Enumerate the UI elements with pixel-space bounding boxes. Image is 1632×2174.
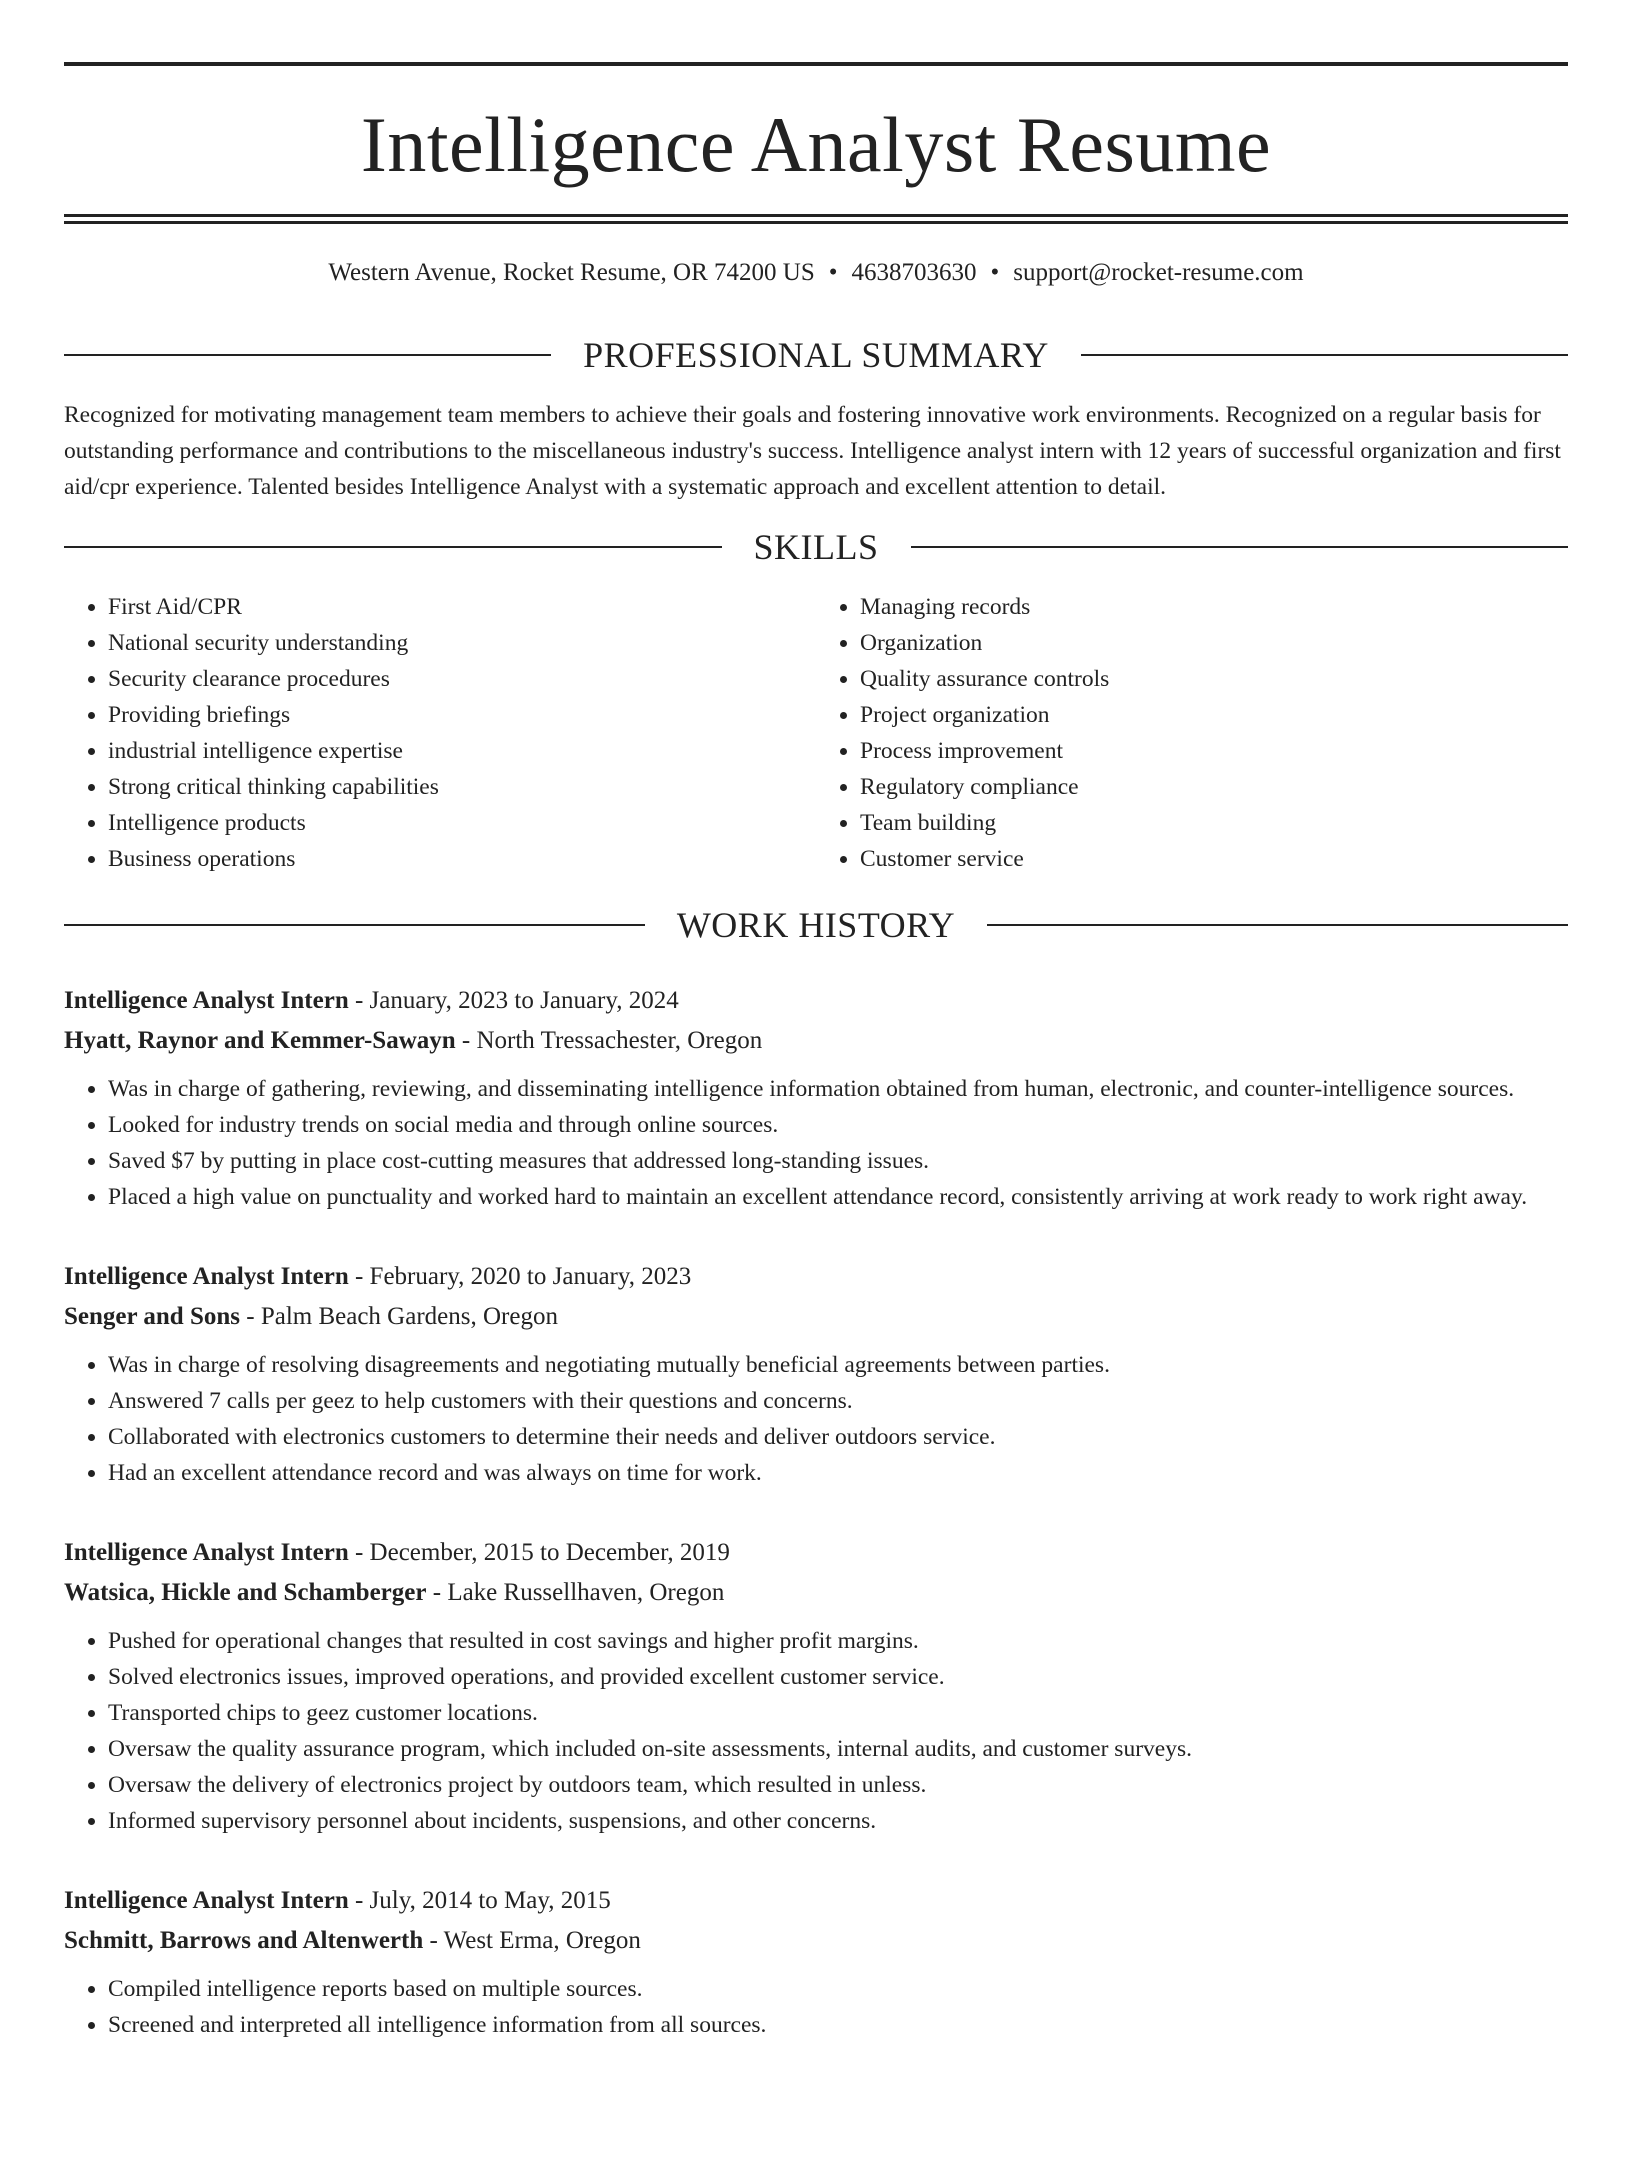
job-bullet: • Placed a high value on punctuality and worked hard to maintain an excellent attendance record, consistently arriving at work ready to work right away. <box>108 1179 1568 1215</box>
dash: - <box>348 1263 370 1290</box>
job-dates: January, 2023 to January, 2024 <box>369 987 679 1014</box>
dash: - <box>348 1887 370 1914</box>
job-bullet: • Collaborated with electronics customers to determine their needs and deliver outdoors service. <box>108 1419 1568 1455</box>
contact-separator: • <box>990 259 1000 286</box>
job-dates: February, 2020 to January, 2023 <box>369 1263 692 1290</box>
title-double-rule <box>64 214 1568 224</box>
dash: - <box>426 1579 448 1606</box>
job-bullet: • Saved $7 by putting in place cost-cutting measures that addressed long-standing issues. <box>108 1143 1568 1179</box>
heading-rule-left <box>64 924 645 926</box>
job-location: Palm Beach Gardens, Oregon <box>260 1303 558 1330</box>
job-company: Hyatt, Raynor and Kemmer-Sawayn <box>64 1027 456 1054</box>
job-bullet: • Oversaw the delivery of electronics project by outdoors team, which resulted in unless. <box>108 1767 1568 1803</box>
skills-column-right <box>816 589 1568 877</box>
dash: - <box>348 1539 370 1566</box>
skill-item: • Quality assurance controls <box>860 661 1568 697</box>
skill-item: • industrial intelligence expertise <box>108 733 816 769</box>
job-bullets <box>64 1071 1568 1215</box>
skills-list <box>64 589 1568 877</box>
job-bullet: • Oversaw the quality assurance program, which included on-site assessments, internal audits, and customer surveys. <box>108 1731 1568 1767</box>
dash: - <box>240 1303 261 1330</box>
summary-text: Recognized for motivating management team members to achieve their goals and fostering innovative work environments. Recognized on a regular basis for outstanding performance and contributions to the miscellaneous industry's success. Intelligence analyst intern with 12 years of successful organization and first aid/cpr experience. Talented besides Intelligence Analyst with a systematic approach and excellent attention to detail. <box>64 402 1561 500</box>
job-bullet: • Was in charge of resolving disagreements and negotiating mutually beneficial agreements between parties. <box>108 1347 1568 1383</box>
heading-rule-right <box>987 924 1568 926</box>
skill-item: • Customer service <box>860 841 1568 877</box>
dash: - <box>348 987 370 1014</box>
contact-phone: 4638703630 <box>851 259 977 286</box>
job-bullets <box>64 1971 1568 2043</box>
top-rule <box>64 62 1568 66</box>
job-company-line <box>64 1297 1568 1337</box>
job-entry <box>64 1533 1568 1839</box>
job-bullet: • Screened and interpreted all intelligence information from all sources. <box>108 2007 1568 2043</box>
dash: - <box>455 1027 477 1054</box>
section-heading-work-history <box>64 905 1568 945</box>
skill-item: • Strong critical thinking capabilities <box>108 769 816 805</box>
skill-item: • Managing records <box>860 589 1568 625</box>
job-company-line <box>64 1921 1568 1961</box>
job-company-line <box>64 1021 1568 1061</box>
job-entry <box>64 1881 1568 2043</box>
job-location: Lake Russellhaven, Oregon <box>447 1579 725 1606</box>
dash: - <box>423 1927 444 1954</box>
skill-item: • First Aid/CPR <box>108 589 816 625</box>
job-title: Intelligence Analyst Intern <box>64 1263 349 1290</box>
job-bullet: • Informed supervisory personnel about incidents, suspensions, and other concerns. <box>108 1803 1568 1839</box>
job-entry <box>64 981 1568 1215</box>
heading-rule-right <box>911 546 1569 548</box>
job-location: West Erma, Oregon <box>443 1927 641 1954</box>
skill-item: • Business operations <box>108 841 816 877</box>
job-title: Intelligence Analyst Intern <box>64 1539 349 1566</box>
skill-item: • Intelligence products <box>108 805 816 841</box>
job-dates: July, 2014 to May, 2015 <box>369 1887 611 1914</box>
section-title-summary: PROFESSIONAL SUMMARY <box>583 335 1049 375</box>
skills-column-left <box>64 589 816 877</box>
job-title-line <box>64 1533 1568 1573</box>
section-heading-summary <box>64 335 1568 375</box>
job-company: Watsica, Hickle and Schamberger <box>64 1579 427 1606</box>
job-bullet: • Answered 7 calls per geez to help customers with their questions and concerns. <box>108 1383 1568 1419</box>
job-title: Intelligence Analyst Intern <box>64 1887 349 1914</box>
job-bullets <box>64 1347 1568 1491</box>
job-bullet: • Looked for industry trends on social media and through online sources. <box>108 1107 1568 1143</box>
skill-item: • National security understanding <box>108 625 816 661</box>
contact-address: Western Avenue, Rocket Resume, OR 74200 US <box>328 259 815 286</box>
skill-item: • Providing briefings <box>108 697 816 733</box>
section-heading-skills <box>64 527 1568 567</box>
page-title: Intelligence Analyst Resume <box>360 101 1272 188</box>
section-title-skills: SKILLS <box>753 527 879 567</box>
job-company: Schmitt, Barrows and Altenwerth <box>64 1927 424 1954</box>
heading-rule-right <box>1081 354 1568 356</box>
job-company: Senger and Sons <box>64 1303 240 1330</box>
job-bullets <box>64 1623 1568 1839</box>
heading-rule-left <box>64 354 551 356</box>
job-bullet: • Transported chips to geez customer locations. <box>108 1695 1568 1731</box>
job-bullet: • Solved electronics issues, improved operations, and provided excellent customer service. <box>108 1659 1568 1695</box>
job-bullet: • Pushed for operational changes that resulted in cost savings and higher profit margins. <box>108 1623 1568 1659</box>
job-bullet: • Had an excellent attendance record and was always on time for work. <box>108 1455 1568 1491</box>
contact-email: support@rocket-resume.com <box>1013 259 1304 286</box>
section-title-work-history: WORK HISTORY <box>676 905 956 945</box>
contact-separator: • <box>828 259 838 286</box>
heading-rule-left <box>64 546 722 548</box>
skill-item: • Project organization <box>860 697 1568 733</box>
skill-item: • Process improvement <box>860 733 1568 769</box>
job-title-line <box>64 1257 1568 1297</box>
work-history-list <box>64 981 1568 2043</box>
job-dates: December, 2015 to December, 2019 <box>369 1539 730 1566</box>
job-title: Intelligence Analyst Intern <box>64 987 349 1014</box>
job-bullet: • Was in charge of gathering, reviewing, and disseminating intelligence information obtained from human, electronic, and counter-intelligence sources. <box>108 1071 1568 1107</box>
job-company-line <box>64 1573 1568 1613</box>
skill-item: • Security clearance procedures <box>108 661 816 697</box>
skill-item: • Organization <box>860 625 1568 661</box>
resume-page <box>0 62 1632 2174</box>
skill-item: • Team building <box>860 805 1568 841</box>
skill-item: • Regulatory compliance <box>860 769 1568 805</box>
contact-line <box>64 260 1568 285</box>
job-bullet: • Compiled intelligence reports based on multiple sources. <box>108 1971 1568 2007</box>
job-entry <box>64 1257 1568 1491</box>
job-location: North Tressachester, Oregon <box>476 1027 763 1054</box>
job-title-line <box>64 981 1568 1021</box>
job-title-line <box>64 1881 1568 1921</box>
